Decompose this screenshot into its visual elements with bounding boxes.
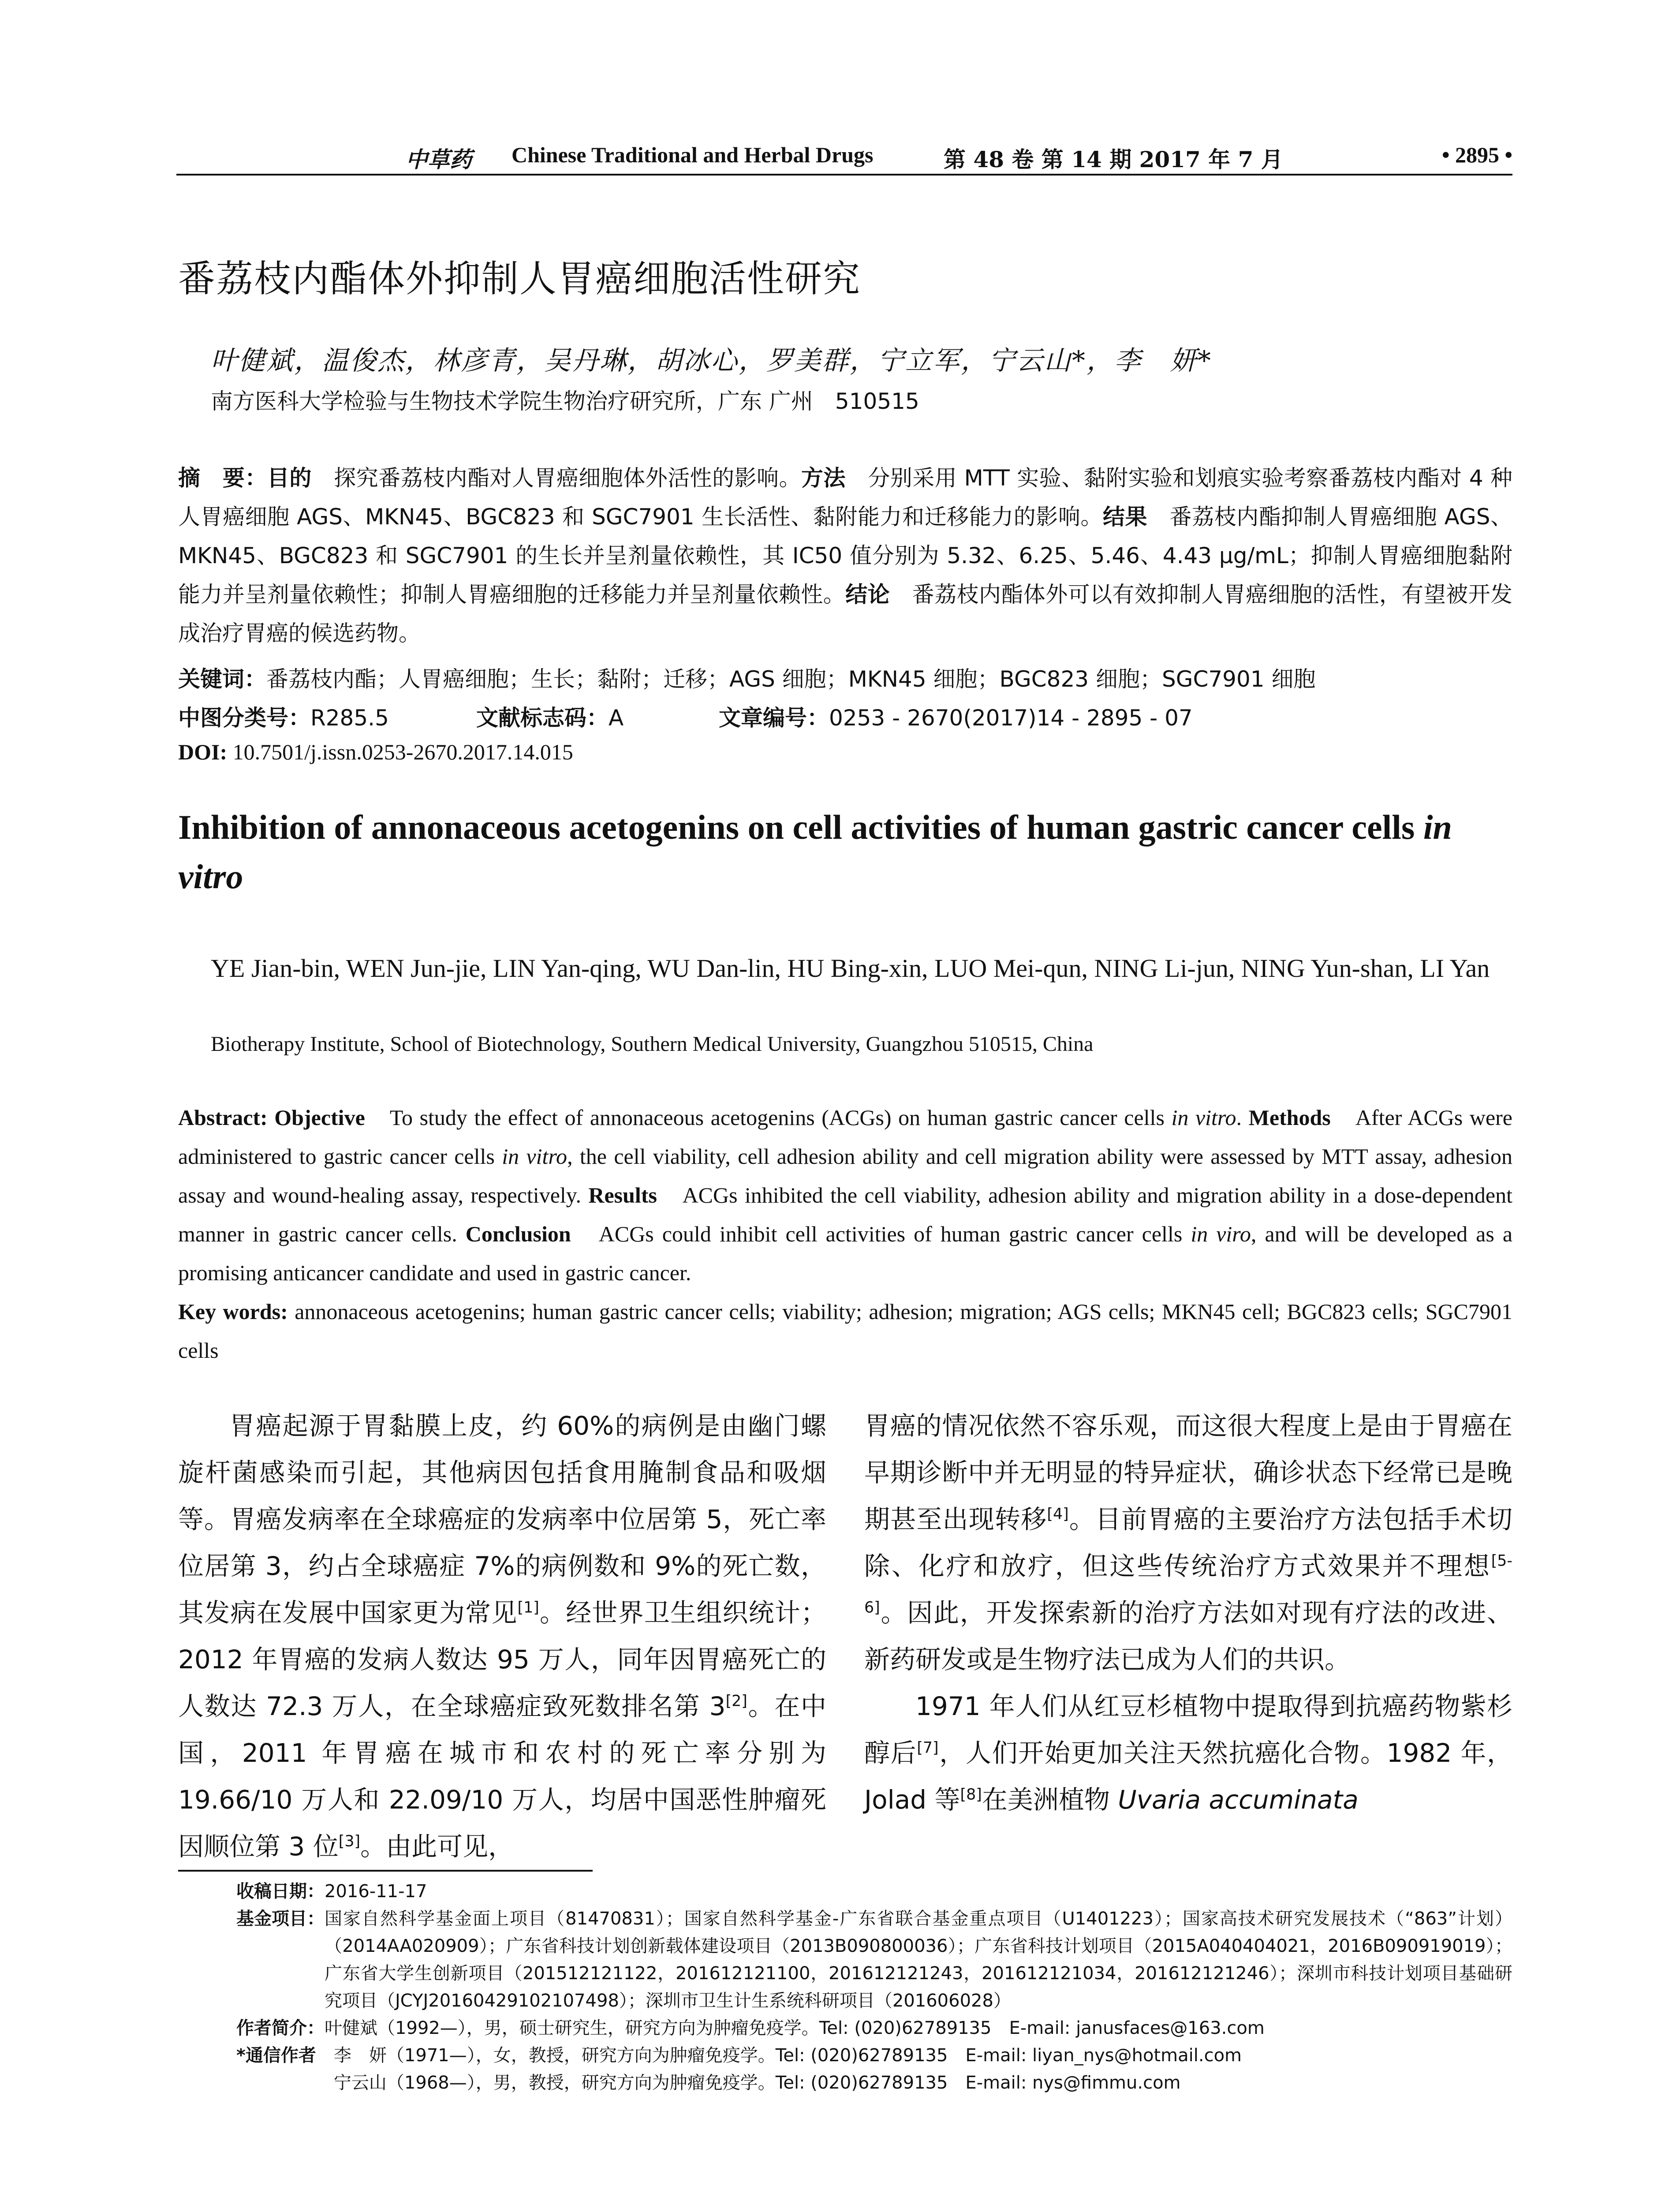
cn-conclusion-label: 结论 xyxy=(845,582,890,607)
citation-ref[interactable]: [1] xyxy=(517,1599,539,1617)
en-conclusion-a: ACGs could inhibit cell activities of human gastric cancer cells xyxy=(571,1222,1191,1246)
article-no-label: 文章编号： xyxy=(719,705,829,731)
running-header xyxy=(176,140,1512,171)
citation-ref[interactable]: [2] xyxy=(725,1692,747,1710)
en-conclusion-b: , and will be developed as a promising anticancer candidate and used in gastric cancer. xyxy=(178,1222,1513,1285)
footnotes xyxy=(236,1878,1512,2097)
cn-keywords-text: 番荔枝内酯；人胃癌细胞；生长；黏附；迁移；AGS 细胞；MKN45 细胞；BGC823 细胞；SGC7901 细胞 xyxy=(266,666,1316,692)
cn-methods-label: 方法 xyxy=(801,465,846,491)
doi-value[interactable]: 10.7501/j.issn.0253-2670.2017.14.015 xyxy=(227,740,573,764)
cn-keywords-label: 关键词： xyxy=(178,666,266,692)
en-in-vitro-2: in vitro xyxy=(502,1144,567,1169)
body-column-left xyxy=(178,1402,826,1870)
en-results: ACGs inhibited the cell viability, adhesion ability and migration ability in a dose-dependent manner in gastric cancer cells. xyxy=(178,1183,1512,1246)
en-abstract: Abstract: Objective To study the effect of annonaceous acetogenins (ACGs) on human gastric cancer cells in vitro. Methods After ACGs were administered to gastric cancer cells in vitro, the cell viability, cell adhesion ability and cell migration ability were assessed by MTT assay, adhesion assay and wound-healing assay, respectively. Results ACGs inhibited the cell viability, adhesion ability and migration ability in a dose-dependent manner in gastric cancer cells. Conclusion ACGs could inhibit cell activities of human gastric cancer cells in viro, and will be developed as a promising anticancer candidate and used in gastric cancer. xyxy=(178,1105,1513,1285)
en-title xyxy=(178,803,1512,901)
footnote-rule xyxy=(178,1870,593,1872)
en-in-vitro-1: in vitro xyxy=(1171,1105,1236,1130)
en-keywords-text: annonaceous acetogenins; human gastric cancer cells; viability; adhesion; migration; AGS cells; MKN45 cell; BGC823 cells; SGC7901 cells xyxy=(178,1299,1512,1363)
en-authors: YE Jian-bin, WEN Jun-jie, LIN Yan-qing, WU Dan-lin, HU Bing-xin, LUO Mei-qun, NING Li-jun, NING Yun-shan, LI Yan xyxy=(211,954,1490,983)
clc-value: R285.5 xyxy=(310,705,389,731)
footnote-received: 收稿日期： 2016-11-17 xyxy=(236,1881,427,1902)
citation-ref[interactable]: [7] xyxy=(917,1739,939,1757)
citation-ref[interactable]: [3] xyxy=(338,1832,361,1850)
en-abstract-label: Abstract: Objective xyxy=(178,1105,365,1130)
en-conclusion-label: Conclusion xyxy=(465,1222,571,1246)
header-rule xyxy=(176,174,1512,176)
cn-title: 番荔枝内酯体外抑制人胃癌细胞活性研究 xyxy=(178,257,861,300)
cn-abstract-label: 摘 要： xyxy=(178,465,267,491)
en-methods-a: After ACGs were administered to gastric cancer cells xyxy=(178,1105,1512,1169)
footnote-author: 作者简介： 叶健斌（1992—），男，硕士研究生，研究方向为肿瘤免疫学。Tel: (020)62789135 E-mail: janusfaces@163.com xyxy=(236,2018,1265,2038)
en-in-viro: in viro xyxy=(1191,1222,1251,1246)
cn-objective: 探究番荔枝内酯对人胃癌细胞体外活性的影响。 xyxy=(311,465,801,491)
en-title-italic: in vitro xyxy=(178,808,1452,896)
en-methods-b: , the cell viability, cell adhesion ability and cell migration ability were assessed by MTT assay, adhesion assay and wound-healing assay, respectively. xyxy=(178,1144,1513,1207)
en-results-label: Results xyxy=(588,1183,657,1207)
en-methods-label: Methods xyxy=(1248,1105,1331,1130)
doi-label: DOI: xyxy=(178,740,228,764)
citation-ref[interactable]: [8] xyxy=(960,1786,982,1804)
footnote-corresponding-2: 宁云山（1968—），男，教授，研究方向为肿瘤免疫学。Tel: (020)62789135 E-mail: nys@fimmu.com xyxy=(333,2073,1181,2093)
en-objective: To study the effect of annonaceous acetogenins (ACGs) on human gastric cancer cells xyxy=(365,1105,1172,1130)
citation-ref[interactable]: [4] xyxy=(1047,1505,1069,1523)
doi-line xyxy=(178,739,573,765)
cn-keywords xyxy=(178,662,1316,693)
cn-authors: 叶健斌，温俊杰，林彦青，吴丹琳，胡冰心，罗美群，宁立军，宁云山*，李 妍* xyxy=(211,345,1212,376)
cn-methods: 分别采用 MTT 实验、黏附实验和划痕实验考察番荔枝内酯对 4 种人胃癌细胞 AGS、MKN45、BGC823 和 SGC7901 生长活性、黏附能力和迁移能力的影响。 xyxy=(178,465,1513,530)
body-paragraph-3: 1971 年人们从红豆杉植物中提取得到抗癌药物紫杉醇后[7]，人们开始更加关注天然抗癌化合物。1982 年，Jolad 等[8]在美洲植物 Uvaria accuminata xyxy=(864,1691,1512,1815)
doc-code-value: A xyxy=(609,705,624,731)
cn-doc-code xyxy=(476,700,623,732)
issue-info: 第 48 卷 第 14 期 2017 年 7 月 xyxy=(944,146,1283,172)
journal-logo: 中草药 xyxy=(406,146,472,172)
cn-article-number xyxy=(719,700,1193,732)
article-no-value: 0253 - 2670(2017)14 - 2895 - 07 xyxy=(829,705,1193,731)
en-keywords xyxy=(178,1292,1512,1370)
footnote-corresponding: *通信作者 李 妍（1971—），女，教授，研究方向为肿瘤免疫学。Tel: (020)62789135 E-mail: liyan_nys@hotmail.com xyxy=(236,2045,1242,2066)
en-keywords-label: Key words: xyxy=(178,1299,288,1324)
cn-objective-label: 目的 xyxy=(267,465,312,491)
cn-results: 番荔枝内酯抑制人胃癌细胞 AGS、MKN45、BGC823 和 SGC7901 的生长并呈剂量依赖性，其 IC50 值分别为 5.32、6.25、5.46、4.43 μg/mL；抑制人胃癌细胞黏附能力并呈剂量依赖性；抑制人胃癌细胞的迁移能力并呈剂量依赖性。 xyxy=(178,504,1512,607)
clc-label: 中图分类号： xyxy=(178,705,310,731)
footnote-funding: 基金项目： 国家自然科学基金面上项目（81470831）；国家自然科学基金-广东省联合基金重点项目（U1401223）；国家高技术研究发展技术（“863”计划）（2014AA020909）；广东省科技计划创新载体建设项目（2013B090800036）；广东省科技计划项目（2015A040404021，2016B090919019）；广东省大学生创新项目（201512121122，201612121100，201612121243，201612121034，201612121246）；深圳市科技计划项目基础研究项目（JCYJ20160429102107498）；深圳市卫生计生系统科研项目（201606028） xyxy=(236,1909,1512,2011)
cn-results-label: 结果 xyxy=(1103,504,1148,530)
page-number: • 2895 • xyxy=(1441,142,1512,167)
cn-abstract xyxy=(178,459,1512,653)
species-name: Uvaria accuminata xyxy=(1118,1785,1359,1815)
cn-conclusion: 番荔枝内酯体外可以有效抑制人胃癌细胞的活性，有望被开发成治疗胃癌的候选药物。 xyxy=(178,582,1513,646)
cn-affiliation: 南方医科大学检验与生物技术学院生物治疗研究所，广东 广州 510515 xyxy=(211,389,919,414)
body-paragraph-2: 胃癌的情况依然不容乐观，而这很大程度上是由于胃癌在早期诊断中并无明显的特异症状，确诊状态下经常已是晚期甚至出现转移[4]。目前胃癌的主要治疗方法包括手术切除、化疗和放疗，但这些传统治疗方式效果并不理想[5-6]。因此，开发探索新的治疗方法如对现有疗法的改进、新药研发或是生物疗法已成为人们的共识。 xyxy=(864,1411,1512,1674)
body-paragraph-1: 胃癌起源于胃黏膜上皮，约 60%的病例是由幽门螺旋杆菌感染而引起，其他病因包括食用腌制食品和吸烟等。胃癌发病率在全球癌症的发病率中位居第 5，死亡率位居第 3，约占全球癌症 7%的病例数和 9%的死亡数，其发病在发展中国家更为常见[1]。经世界卫生组织统计；2012 年胃癌的发病人数达 95 万人，同年因胃癌死亡的人数达 72.3 万人，在全球癌症致死数排名第 3[2]。在中国，2011 年胃癌在城市和农村的死亡率分别为 19.66/10 万人和 22.09/10 万人，均居中国恶性肿瘤死因顺位第 3 位[3]。由此可见， xyxy=(178,1411,826,1861)
cn-classification xyxy=(178,700,389,732)
doc-code-label: 文献标志码： xyxy=(476,705,609,731)
en-affiliation: Biotherapy Institute, School of Biotechnology, Southern Medical University, Guangzhou 510515, China xyxy=(211,1032,1094,1056)
citation-ref[interactable]: [5-6] xyxy=(864,1552,1512,1617)
body-column-right xyxy=(864,1402,1512,1823)
journal-name: Chinese Traditional and Herbal Drugs xyxy=(511,142,874,167)
en-title-text: Inhibition of annonaceous acetogenins on cell activities of human gastric cancer cells xyxy=(178,808,1423,846)
